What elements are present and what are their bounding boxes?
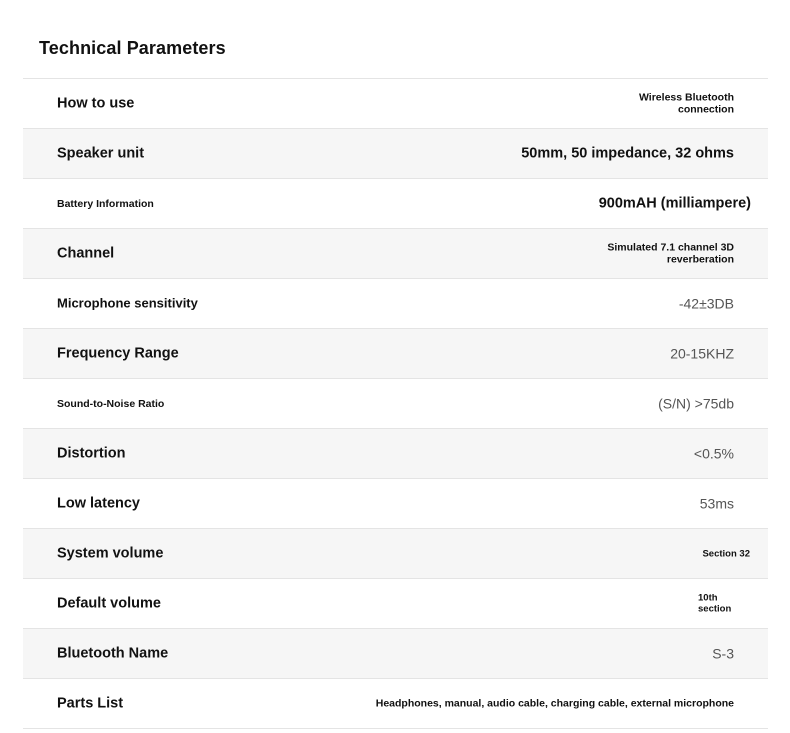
table-row-bluetooth-name (23, 629, 768, 679)
table-row-how-to-use (23, 79, 768, 129)
row-label: Low latency (57, 495, 140, 512)
row-value: S-3 (712, 645, 734, 662)
row-value: <0.5% (693, 445, 734, 462)
table-row-system-volume (23, 529, 768, 579)
table-row-default-volume (23, 579, 768, 629)
row-value: (S/N) >75db (658, 395, 734, 412)
table-row-channel (23, 229, 768, 279)
row-label: Frequency Range (57, 345, 179, 362)
row-label: Parts List (57, 695, 124, 712)
row-value: 10th section (698, 592, 732, 615)
row-value: 50mm, 50 impedance, 32 ohms (521, 144, 734, 161)
table-row-low-latency (23, 479, 768, 529)
row-label: How to use (57, 95, 135, 112)
row-label: Default volume (57, 595, 161, 612)
row-value: 53ms (699, 495, 734, 512)
row-value: 900mAH (milliampere) (598, 194, 751, 211)
parameters-table (23, 78, 768, 729)
table-row-distortion (23, 429, 768, 479)
row-label: Bluetooth Name (57, 645, 169, 662)
table-row-frequency-range (23, 329, 768, 379)
table-row-microphone-sensitivity (23, 279, 768, 329)
table-row-speaker-unit (23, 129, 768, 179)
row-label: System volume (57, 545, 164, 562)
row-label: Speaker unit (57, 145, 145, 162)
table-row-parts-list (23, 679, 768, 729)
page-title: Technical Parameters (39, 38, 226, 58)
row-value: Simulated 7.1 channel 3D reverberation (607, 240, 734, 266)
row-value: Section 32 (702, 547, 750, 559)
row-value: Wireless Bluetooth connection (638, 90, 734, 116)
row-label: Battery Information (57, 197, 154, 210)
row-label: Sound-to-Noise Ratio (57, 397, 165, 410)
row-label: Distortion (57, 445, 126, 462)
row-value: Headphones, manual, audio cable, charging cable, external microphone (375, 697, 734, 710)
row-label: Microphone sensitivity (57, 295, 198, 311)
row-value: -42±3DB (678, 295, 734, 312)
table-row-battery (23, 179, 768, 229)
table-row-sound-to-noise (23, 379, 768, 429)
row-value: 20-15KHZ (670, 345, 734, 362)
row-label: Channel (57, 245, 115, 262)
